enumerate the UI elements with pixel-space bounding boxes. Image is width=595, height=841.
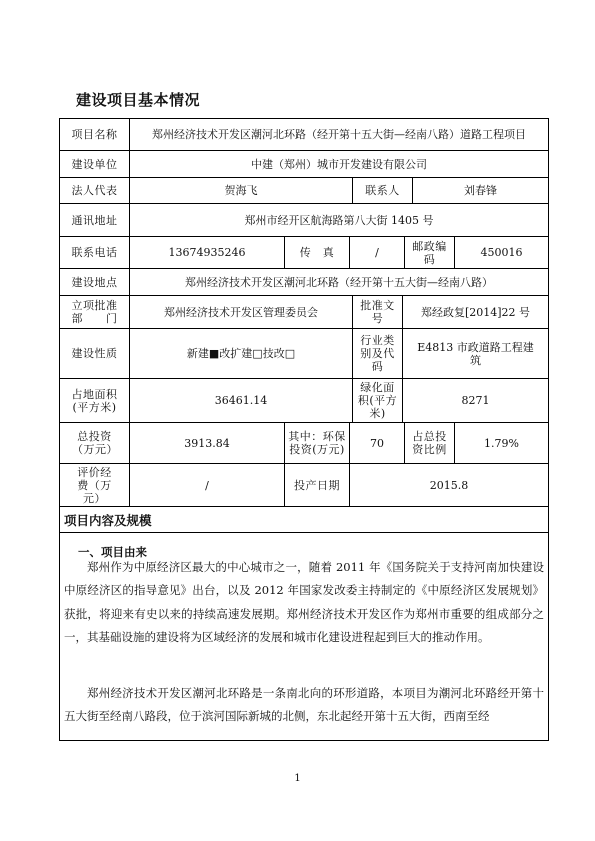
legal-rep-value: 贺海飞: [130, 178, 353, 204]
review-fee-value: /: [130, 464, 285, 507]
location-label: 建设地点: [60, 269, 130, 296]
address-label: 通讯地址: [60, 204, 130, 237]
legal-rep-label: 法人代表: [60, 178, 130, 204]
approval-dept-value: 郑州经济技术开发区管理委员会: [130, 296, 353, 329]
ratio-value: 1.79%: [455, 423, 548, 464]
industry-label: 行业类别及代码: [353, 329, 403, 379]
phone-label: 联系电话: [60, 237, 130, 269]
project-name-value: 郑州经济技术开发区潮河北环路（经开第十五大街—经南八路）道路工程项目: [130, 119, 548, 151]
env-invest-value: 70: [350, 423, 405, 464]
ratio-label: 占总投资比例: [405, 423, 455, 464]
production-date-value: 2015.8: [350, 464, 548, 507]
invest-label: 总投资（万元）: [60, 423, 130, 464]
area-label: 占地面积(平方米): [60, 379, 130, 423]
postal-value: 450016: [455, 237, 548, 269]
fax-label: 传 真: [285, 237, 350, 269]
unit-label: 建设单位: [60, 151, 130, 178]
postal-label: 邮政编码: [405, 237, 455, 269]
contact-value: 刘春锋: [413, 178, 548, 204]
review-fee-label: 评价经费（万元）: [60, 464, 130, 507]
paragraph-background: 郑州作为中原经济区最大的中心城市之一，随着 2011 年《国务院关于支持河南加快建设中原经济区的指导意见》出台，以及 2012 年国家发改委主持制定的《中原经济区发展规划》获批，将迎来有史以来的持续高速发展期。郑州经济技术开发区作为郑州市重要的组成部分之一，其基础设施的建设将为区域经济的发展和城市化建设进程起到巨大的推动作用。: [64, 560, 544, 644]
approval-dept-label: 立项批准部 门: [60, 296, 130, 329]
paragraph-road-description: 郑州经济技术开发区潮河北环路是一条南北向的环形道路，本项目为潮河北环路经开第十五大街至经南八路段，位于滨河国际新城的北侧，东北起经开第十五大街，西南至经: [64, 686, 544, 724]
nature-label: 建设性质: [60, 329, 130, 379]
page-heading: 建设项目基本情况: [76, 91, 201, 109]
green-value: 8271: [403, 379, 548, 423]
approval-no-label: 批准文号: [353, 296, 403, 329]
subsection-title: 一、项目由来: [78, 545, 147, 559]
project-name-label: 项目名称: [60, 119, 130, 151]
unit-value: 中建（郑州）城市开发建设有限公司: [130, 151, 548, 178]
contact-label: 联系人: [353, 178, 413, 204]
page-number: 1: [294, 773, 301, 784]
area-value: 36461.14: [130, 379, 353, 423]
industry-value: E4813 市政道路工程建筑: [403, 329, 548, 379]
env-invest-label: 其中：环保投资(万元): [285, 423, 350, 464]
nature-value: 新建■改扩建□技改□: [130, 329, 353, 379]
address-value: 郑州市经开区航海路第八大街 1405 号: [130, 204, 548, 237]
section-title: 项目内容及规模: [60, 507, 548, 533]
production-date-label: 投产日期: [285, 464, 350, 507]
green-label: 绿化面积(平方米): [353, 379, 403, 423]
fax-value: /: [350, 237, 405, 269]
approval-no-value: 郑经政复[2014]22 号: [403, 296, 548, 329]
phone-value: 13674935246: [130, 237, 285, 269]
location-value: 郑州经济技术开发区潮河北环路（经开第十五大街—经南八路）: [130, 269, 548, 296]
invest-value: 3913.84: [130, 423, 285, 464]
